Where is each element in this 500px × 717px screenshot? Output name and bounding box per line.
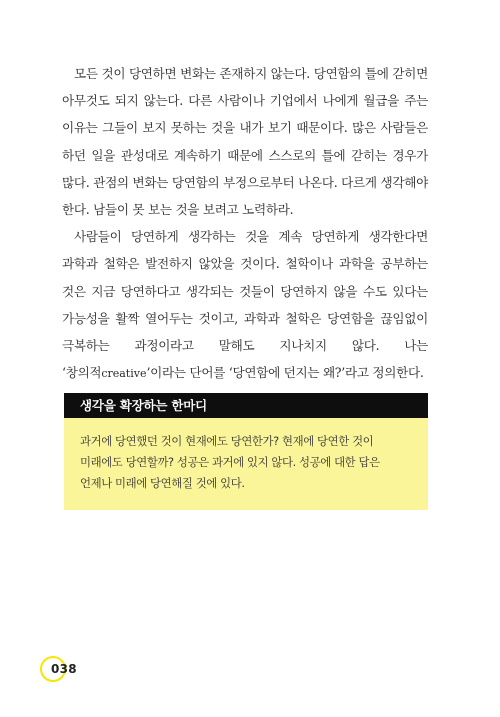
- page-number-area: [40, 656, 120, 682]
- paragraph-2: [62, 223, 428, 387]
- paragraph-2-text-after: ’이라는 단어를 ‘당연함에 던지는 왜?’라고 정의한다.: [146, 365, 424, 381]
- tip-header: 생각을 확장하는 한마디: [64, 393, 428, 418]
- tip-text: 과거에 당연했던 것이 현재에도 당연한가? 현재에 당연한 것이 미래에도 당연할까? 성공은 과거에 있지 않다. 성공에 대한 답은 언제나 미래에 당연해질 것에 있다.: [80, 434, 380, 490]
- paragraph-2-latin-word: creative: [101, 367, 147, 381]
- tip-box: [64, 418, 428, 510]
- paragraph-2-text-before: 사람들이 당연하게 생각하는 것을 계속 당연하게 생각한다면 과학과 철학은 발전하지 않았을 것이다. 철학이나 과학을 공부하는 것은 지금 당연하다고 생각되는 것들이 당연하지 않을 수도 있다는 가능성을 활짝 열어두는 것이고, 과학과 철학은 당연함을 끊임없이 극복하는 과정이라고 말해도 지나치지 않다. 나는 ‘창의적: [62, 229, 428, 381]
- paragraph-1-text: 모든 것이 당연하면 변화는 존재하지 않는다. 당연함의 틀에 갇히면 아무것도 되지 않는다. 다른 사람이나 기업에서 나에게 월급을 주는 이유는 그들이 보지 못하는 것을 내가 보기 때문이다. 많은 사람들은 하던 일을 관성대로 계속하기 때문에 스스로의 틀에 갇히는 경우가 많다. 관점의 변화는 당연함의 부정으로부터 나온다. 다르게 생각해야 한다. 남들이 못 보는 것을 보려고 노력하라.: [62, 66, 428, 218]
- paragraph-1: [62, 60, 428, 223]
- page-number: 038: [51, 662, 77, 676]
- body-text: [62, 60, 428, 387]
